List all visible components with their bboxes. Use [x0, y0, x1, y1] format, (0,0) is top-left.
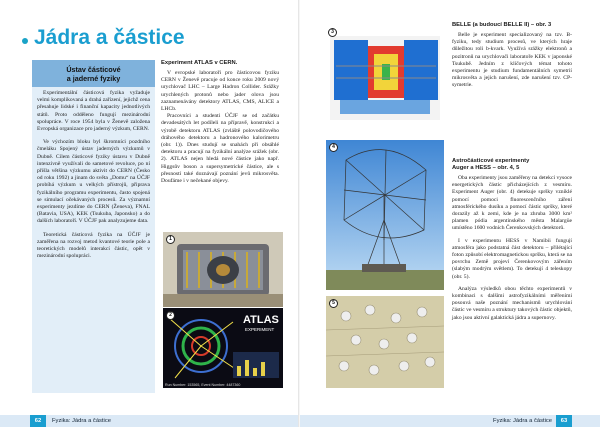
astro-heading-line2: Auger a HESS – obr. 4, 5 — [452, 165, 520, 171]
astro-paragraph: Oba experimenty jsou zaměřeny na detekci vysoce energetických částic přicházejících z vesmíru. Experiment Auger (obr. 4) detekuje spršky vzniklé pomocí pomoci fluorescenčního záření atmosférického dusíku a pomocí částic spršky, které dorazily až k zemi, kde je na zhruba 3000 km² plamen pódia argentinského města Malargüe umístěno 1600 vodních Čerenkovských detektorů. — [452, 175, 572, 232]
sidebar-heading-line1: Ústav částicové — [66, 65, 121, 74]
atlas-event-display — [163, 308, 283, 388]
atlas-heading: Experiment ATLAS v CERN. — [161, 60, 238, 66]
sidebar-heading-line2: a jaderné fyziky — [66, 74, 121, 83]
atlas-column — [161, 60, 279, 185]
hess-detector-photo — [326, 296, 444, 388]
event-caption: Run Number: 153565, Event Number: 4487360 — [165, 383, 241, 387]
astro-paragraph: Analýza výsledků obou těchto experimentů v kombinaci s dalšími astrofyzikálními měřeními posouvá naše poznání mechanismů urychlování částic ve vesmíru a struktury takových částic objektů, jako jsou aktivní galaktická jádra a supernovy. — [452, 285, 572, 321]
figure-badge: 4 — [329, 143, 338, 152]
sidebar-paragraph: Experimentální částicová fyzika vyžaduje velmi komplikovaná a drahá zařízení, jejichž cena přesahuje lidské i finanční kapacity jednotlivých států. Proto odděleno fungují mezinárodní spolupráce. V roce 1954 byla v Ženevě založena Evropská organizace pro jaderný výzkum, CERN. — [37, 90, 150, 133]
astro-heading — [452, 158, 572, 172]
footer-left — [0, 415, 300, 427]
astro-column — [452, 158, 572, 322]
atlas-detector-photo — [163, 232, 283, 307]
atlas-paragraph: V evropské laboratoři pro částicovou fyziku CERN v Ženevě pracuje od konce roku 2009 nový urychlovač LHC – Large Hadron Collider. Srážky urychlených protonů nebo jader olova jsou zaznamenávány detektory ATLAS, CMS, ALICE a LHCb. — [161, 70, 279, 113]
footer-text: Fyzika: Jádra a částice — [52, 418, 111, 424]
figure-badge: 1 — [166, 235, 175, 244]
figure-badge: 3 — [328, 28, 337, 37]
sidebar-heading — [32, 60, 155, 87]
astro-heading-line1: Astročásticové experimenty — [452, 158, 530, 164]
sidebar-body — [32, 87, 155, 269]
figure-badge: 2 — [166, 311, 175, 320]
figure-badge: 5 — [329, 299, 338, 308]
page-number: 62 — [30, 415, 46, 427]
right-page — [300, 0, 600, 427]
auger-telescope-photo — [326, 140, 444, 290]
belle-detector-image — [326, 26, 444, 126]
sidebar-paragraph: Ve výchozím bloku byl škromníci pozdního čmeláku Spojený ústav jaderných výzkumů v Dubně. Cílem částicové fyziky ústavu v Dubně intenzivně využívali do sametové revoluce, po ní přišla většina výzkumu aktivit do CERN (Česko od roku 1992) a jinam do světa „Domu“ na ÚČJF probíhá výzkum u velkých přístrojů, připrava fyzikálního programu experimentu, často spojená se simulací očekávaných procesů. Za významní experimenty jezdíme do CERN (Ženeva), FNAL (Batavia, USA), KEK (Tsukuba, Japonsko) a do dalších laboratoří. V ÚČJF pak analyzujeme data. — [37, 139, 150, 225]
belle-paragraph: Belle je experiment specializovaný na tzv. B-fyziku, tedy studium procesů, ve kterých hraje důležitou roli b-kvark. Využívá srážky elektronů a pozitronů na urychlovači laboratoře KEK v japonské Tsukubě. Jedním z klíčových témat tohoto experimentu je studium fundamentálních symetrií mikrosvěta a jejich narušení, zde narušení tzv. CP-symetrie. — [452, 32, 572, 89]
atlas-logo-sub: EXPERIMENT — [245, 327, 275, 332]
belle-heading: BELLE (a budoucí BELLE II) – obr. 3 — [452, 22, 552, 28]
footer-right — [300, 415, 600, 427]
page-title: Jádra a částice — [34, 26, 185, 49]
atlas-paragraph: Pracovníci a studenti ÚČJF se od začátku devadesátých let podíleli na přípravě, konstrukci a výrobě detektoru ATLAS (zvláště polovodičového dráhového detektoru a hadronového kalorimetru (obr. 1)). Dnes studují se snahách při obsáhlé detektoru a pracují na fyzikální analýze srážek (obr. 2). ATLAS nejen hledá nové částice jako např. Higgsův boson a supersymetrické částice, ale s přesností také doznávají poznání jevů mikrosvěta. Doufáme i v nečekané objevy. — [161, 113, 279, 185]
title-bullet-icon — [22, 38, 28, 44]
belle-column — [452, 22, 572, 90]
astro-paragraph: I v experimentu HESS v Namibii fungují atmosféra jako podstatná část detektoru – přilétající foton způsobí elektromagnetickou spršku, která se na povrchu Země projeví Čerenkovovým zářením (slabým modrým světlem). To detekují 4 teleskopy (obr. 5). — [452, 237, 572, 280]
page-number: 63 — [556, 415, 572, 427]
sidebar-box — [32, 60, 155, 393]
sidebar-paragraph: Teoretická částicová fyzika na ÚČJF je zaměřena na rozvoj metod kvantové teorie pole a teoretických modelů interakcí částic, opět v mezinárodní spolupráci. — [37, 231, 150, 260]
atlas-logo-text: ATLAS — [243, 314, 279, 326]
footer-text: Fyzika: Jádra a částice — [493, 418, 552, 424]
